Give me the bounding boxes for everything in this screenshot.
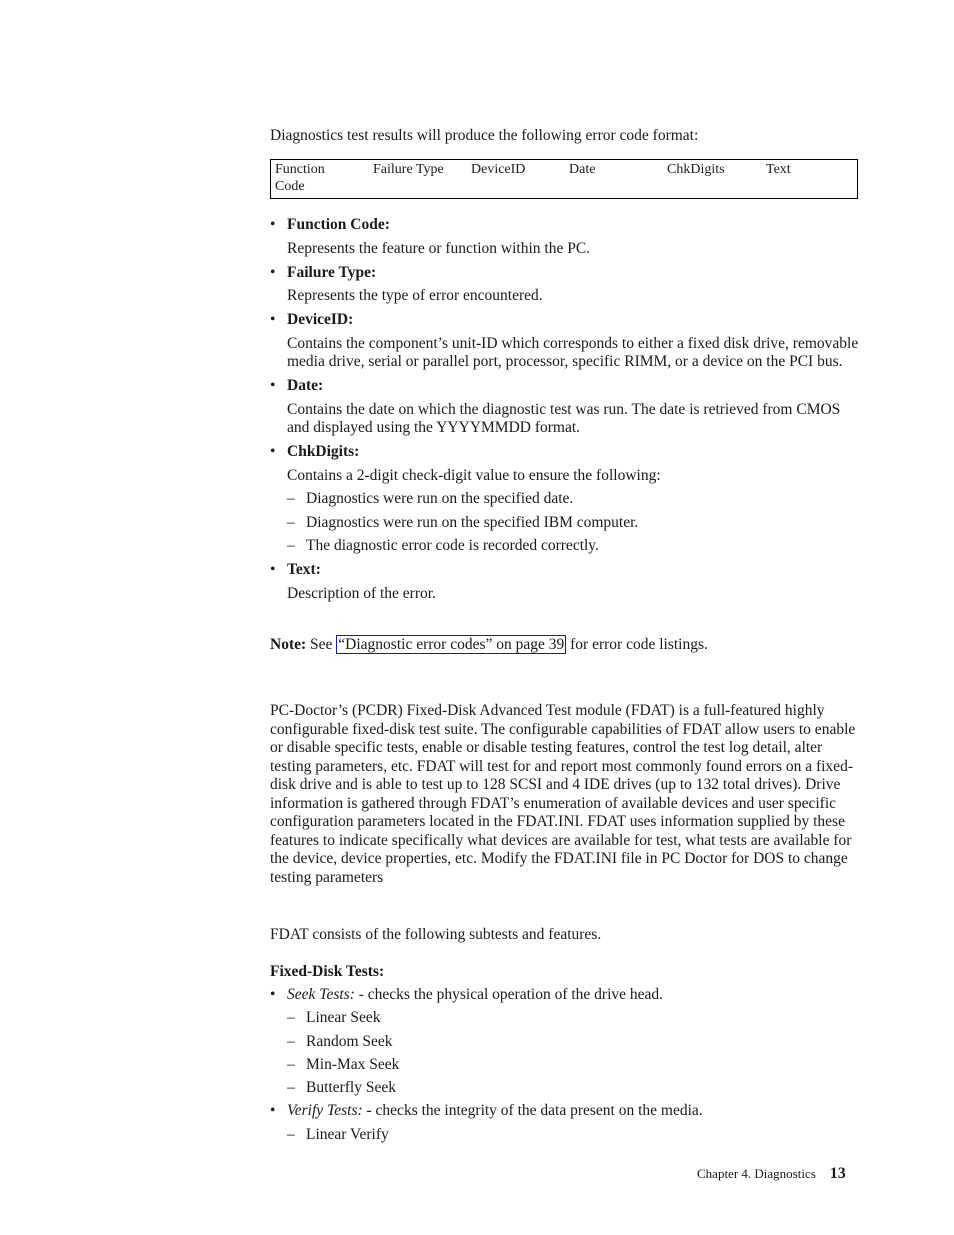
sub-item-text: Linear Seek [306, 1009, 381, 1027]
field-description: Description of the error. [287, 584, 436, 602]
sub-item-text: Diagnostics were run on the specified IBM computer. [306, 513, 639, 531]
list-item [270, 377, 860, 438]
list-item [270, 443, 860, 556]
note-label: Note: [270, 636, 307, 653]
fdat-subtests-intro: FDAT consists of the following subtests and features. [270, 926, 602, 943]
sub-item-text: The diagnostic error code is recorded correctly. [306, 537, 599, 554]
sub-list-item [287, 514, 860, 533]
note [270, 636, 708, 655]
column-function-code: Function Code [275, 162, 325, 194]
sub-list-item [287, 490, 860, 509]
sub-list-item [287, 1056, 860, 1075]
sub-list-item [287, 1033, 860, 1052]
field-description: Contains a 2-digit check-digit value to ensure the following: [287, 466, 661, 484]
bullet: • [270, 377, 276, 394]
field-description: Represents the feature or function within the PC. [287, 239, 591, 257]
bullet: • [270, 561, 276, 578]
field-name: Date: [287, 377, 324, 394]
bullet: • [270, 1102, 276, 1120]
bullet: • [270, 443, 276, 460]
dash: – [287, 1009, 295, 1027]
field-name: Text: [287, 561, 321, 578]
list-item [270, 1102, 860, 1144]
list-item [270, 986, 860, 1098]
sub-list-item [287, 1126, 860, 1145]
test-description: - checks the physical operation of the drive head. [354, 986, 664, 1003]
test-description: - checks the integrity of the data present on the media. [362, 1102, 703, 1120]
intro-text: Diagnostics test results will produce the following error code format: [270, 127, 699, 144]
sub-item-text: Min-Max Seek [306, 1055, 400, 1073]
sub-item-text: Diagnostics were run on the specified date. [306, 490, 574, 507]
test-name: Verify Tests: [287, 1102, 363, 1120]
fdat-description-paragraph: PC-Doctor’s (PCDR) Fixed-Disk Advanced Test module (FDAT) is a full-featured highly configurable fixed-disk test suite. The configurable capabilities of FDAT allow users to enable or disable specific tests, enable or disable testing features, control the test log detail, alter testing parameters, etc. FDAT will test for and report most commonly found errors on a fixed-disk drive and is able to test up to 128 SCSI and 4 IDE drives (up to 132 total drives). Drive information is gathered through FDAT’s enumeration of available devices and user specific configuration parameters located in the FDAT.INI. FDAT uses information supplied by these features to indicate specifically what devices are available for test, what tests are available for the device, device properties, etc. Modify the FDAT.INI file in PC Doctor for DOS to change testing parameters [270, 702, 856, 886]
dash: – [287, 490, 295, 507]
sub-item-text: Random Seek [306, 1032, 393, 1050]
dash: – [287, 513, 295, 531]
field-description: Contains the component’s unit-ID which corresponds to either a fixed disk drive, removable media drive, serial or parallel port, processor, specific RIMM, or a device on the PCI bus. [287, 334, 859, 370]
sub-list-item [287, 537, 860, 556]
column-text: Text [766, 162, 791, 177]
sub-item-text: Linear Verify [306, 1125, 389, 1143]
fixed-disk-test-list [270, 986, 860, 1144]
field-name: ChkDigits: [287, 443, 360, 460]
dash: – [287, 537, 295, 554]
list-item [270, 264, 860, 306]
chapter-title: Chapter 4. Diagnostics [697, 1166, 816, 1181]
field-description: Contains the date on which the diagnostic test was run. The date is retrieved from CMOS and displayed using the YYYYMMDD format. [287, 400, 841, 436]
bullet: • [270, 216, 276, 233]
field-name: Function Code: [287, 216, 390, 233]
bullet: • [270, 263, 276, 281]
sub-item-text: Butterfly Seek [306, 1079, 396, 1097]
field-name: DeviceID: [287, 311, 354, 328]
bullet: • [270, 986, 276, 1003]
test-name: Seek Tests: [287, 986, 355, 1003]
column-chkdigits: ChkDigits [667, 162, 725, 177]
sub-list-item [287, 1009, 860, 1028]
list-item [270, 561, 860, 603]
column-failure-type: Failure Type [373, 162, 444, 177]
page-footer [697, 1165, 846, 1184]
bullet: • [270, 311, 276, 328]
error-code-format-table [270, 159, 858, 199]
diagnostic-error-codes-link[interactable]: “Diagnostic error codes” on page 39 [338, 636, 565, 653]
note-suffix: for error code listings. [570, 636, 708, 653]
field-description: Represents the type of error encountered. [287, 287, 543, 304]
dash: – [287, 1055, 295, 1073]
column-device-id: DeviceID [471, 162, 526, 177]
list-item [270, 216, 860, 258]
column-date: Date [569, 162, 596, 177]
note-prefix: See [310, 636, 333, 653]
field-name: Failure Type: [287, 263, 377, 281]
dash: – [287, 1125, 295, 1143]
page-number: 13 [829, 1165, 846, 1182]
dash: – [287, 1079, 295, 1097]
sub-list-item [287, 1079, 860, 1098]
field-definition-list [270, 216, 860, 609]
fixed-disk-tests-heading: Fixed-Disk Tests: [270, 963, 385, 980]
list-item [270, 311, 860, 372]
dash: – [287, 1032, 295, 1050]
